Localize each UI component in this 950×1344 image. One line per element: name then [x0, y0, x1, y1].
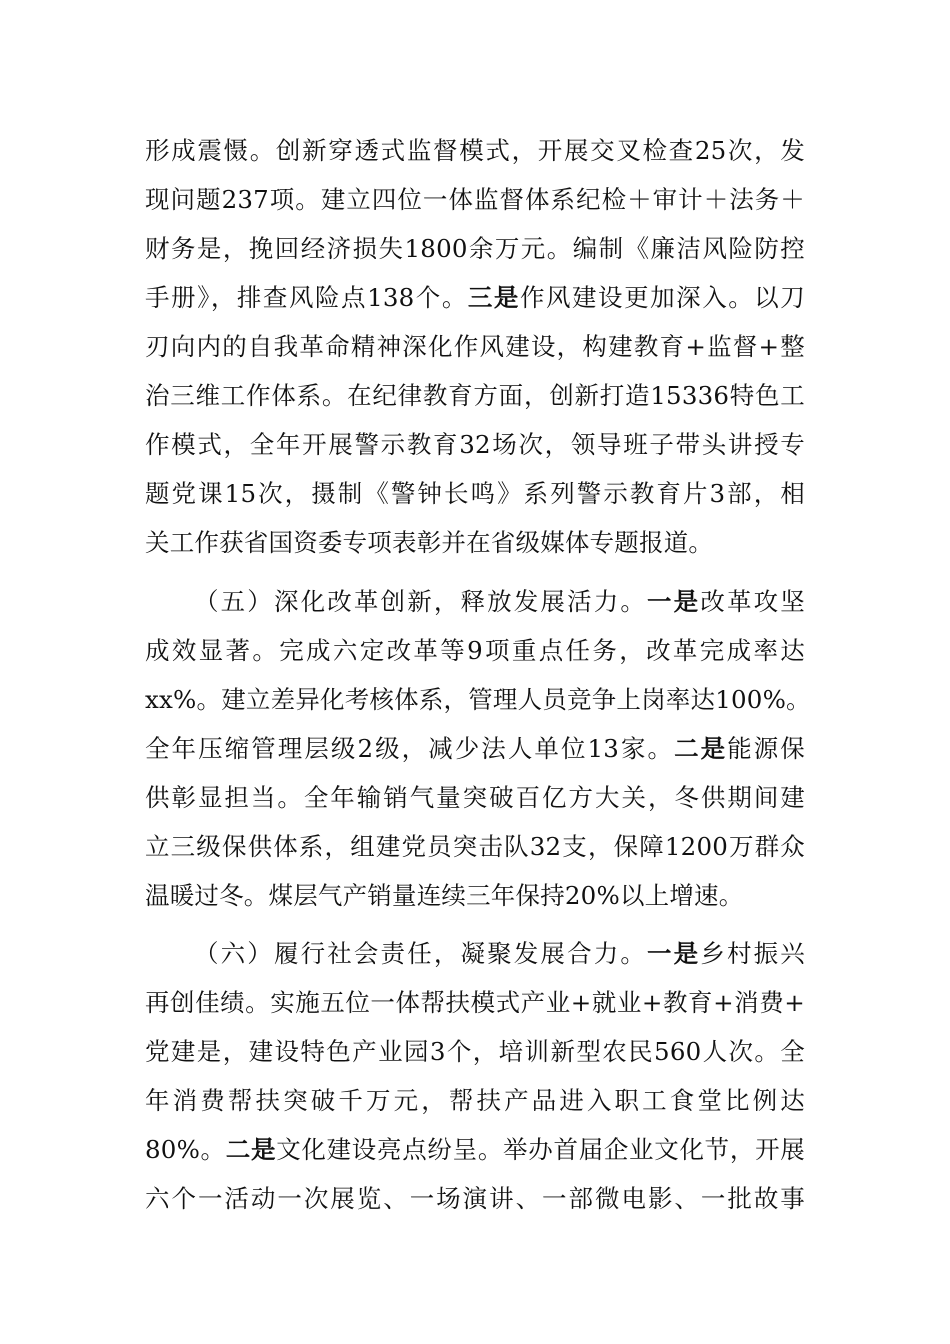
paragraph-line: 党建是，建设特色产业园3个，培训新型农民560人次。全 [145, 1037, 805, 1066]
paragraph-line: 题党课15次，摄制《警钟长鸣》系列警示教育片3部，相 [145, 479, 805, 508]
section-heading-line: （五）深化改革创新，释放发展活力。一是改革攻坚 [194, 587, 805, 616]
paragraph-line: 全年压缩管理层级2级，减少法人单位13家。二是能源保 [145, 734, 805, 763]
paragraph-line: 治三维工作体系。在纪律教育方面，创新打造15336特色工 [145, 381, 805, 410]
emphasis-label: 二是 [225, 1135, 277, 1164]
paragraph-line: 再创佳绩。实施五位一体帮扶模式产业+就业+教育+消费+ [145, 988, 805, 1017]
paragraph-line: 80%。二是文化建设亮点纷呈。举办首届企业文化节，开展 [145, 1135, 805, 1164]
paragraph-line: 财务是，挽回经济损失1800余万元。编制《廉洁风险防控 [145, 234, 805, 263]
paragraph-line: 形成震慑。创新穿透式监督模式，开展交叉检查25次，发 [145, 136, 805, 165]
paragraph-line: 作模式，全年开展警示教育32场次，领导班子带头讲授专 [145, 430, 805, 459]
paragraph-line: 六个一活动一次展览、一场演讲、一部微电影、一批故事 [145, 1184, 805, 1213]
paragraph-line: 手册》，排查风险点138个。三是作风建设更加深入。以刀 [145, 283, 806, 312]
paragraph-line: 温暖过冬。煤层气产销量连续三年保持20%以上增速。 [145, 881, 744, 910]
paragraph-line: 成效显著。完成六定改革等9项重点任务，改革完成率达 [145, 636, 805, 665]
paragraph-line: 现问题237项。建立四位一体监督体系纪检＋审计＋法务＋ [145, 185, 805, 214]
paragraph-line: 关工作获省国资委专项表彰并在省级媒体专题报道。 [145, 528, 714, 557]
section-heading-line: （六）履行社会责任，凝聚发展合力。一是乡村振兴 [194, 939, 805, 968]
paragraph-line: 刃向内的自我革命精神深化作风建设，构建教育+监督+整 [145, 332, 805, 361]
paragraph-line: 供彰显担当。全年输销气量突破百亿方大关，冬供期间建 [145, 783, 805, 812]
emphasis-label: 一是 [647, 939, 701, 968]
emphasis-label: 三是 [467, 283, 520, 312]
paragraph-line: xx%。建立差异化考核体系，管理人员竞争上岗率达100%。 [145, 685, 811, 714]
emphasis-label: 一是 [647, 587, 701, 616]
paragraph-line: 立三级保供体系，组建党员突击队32支，保障1200万群众 [145, 832, 805, 861]
paragraph-line: 年消费帮扶突破千万元，帮扶产品进入职工食堂比例达 [145, 1086, 805, 1115]
emphasis-label: 二是 [674, 734, 728, 763]
